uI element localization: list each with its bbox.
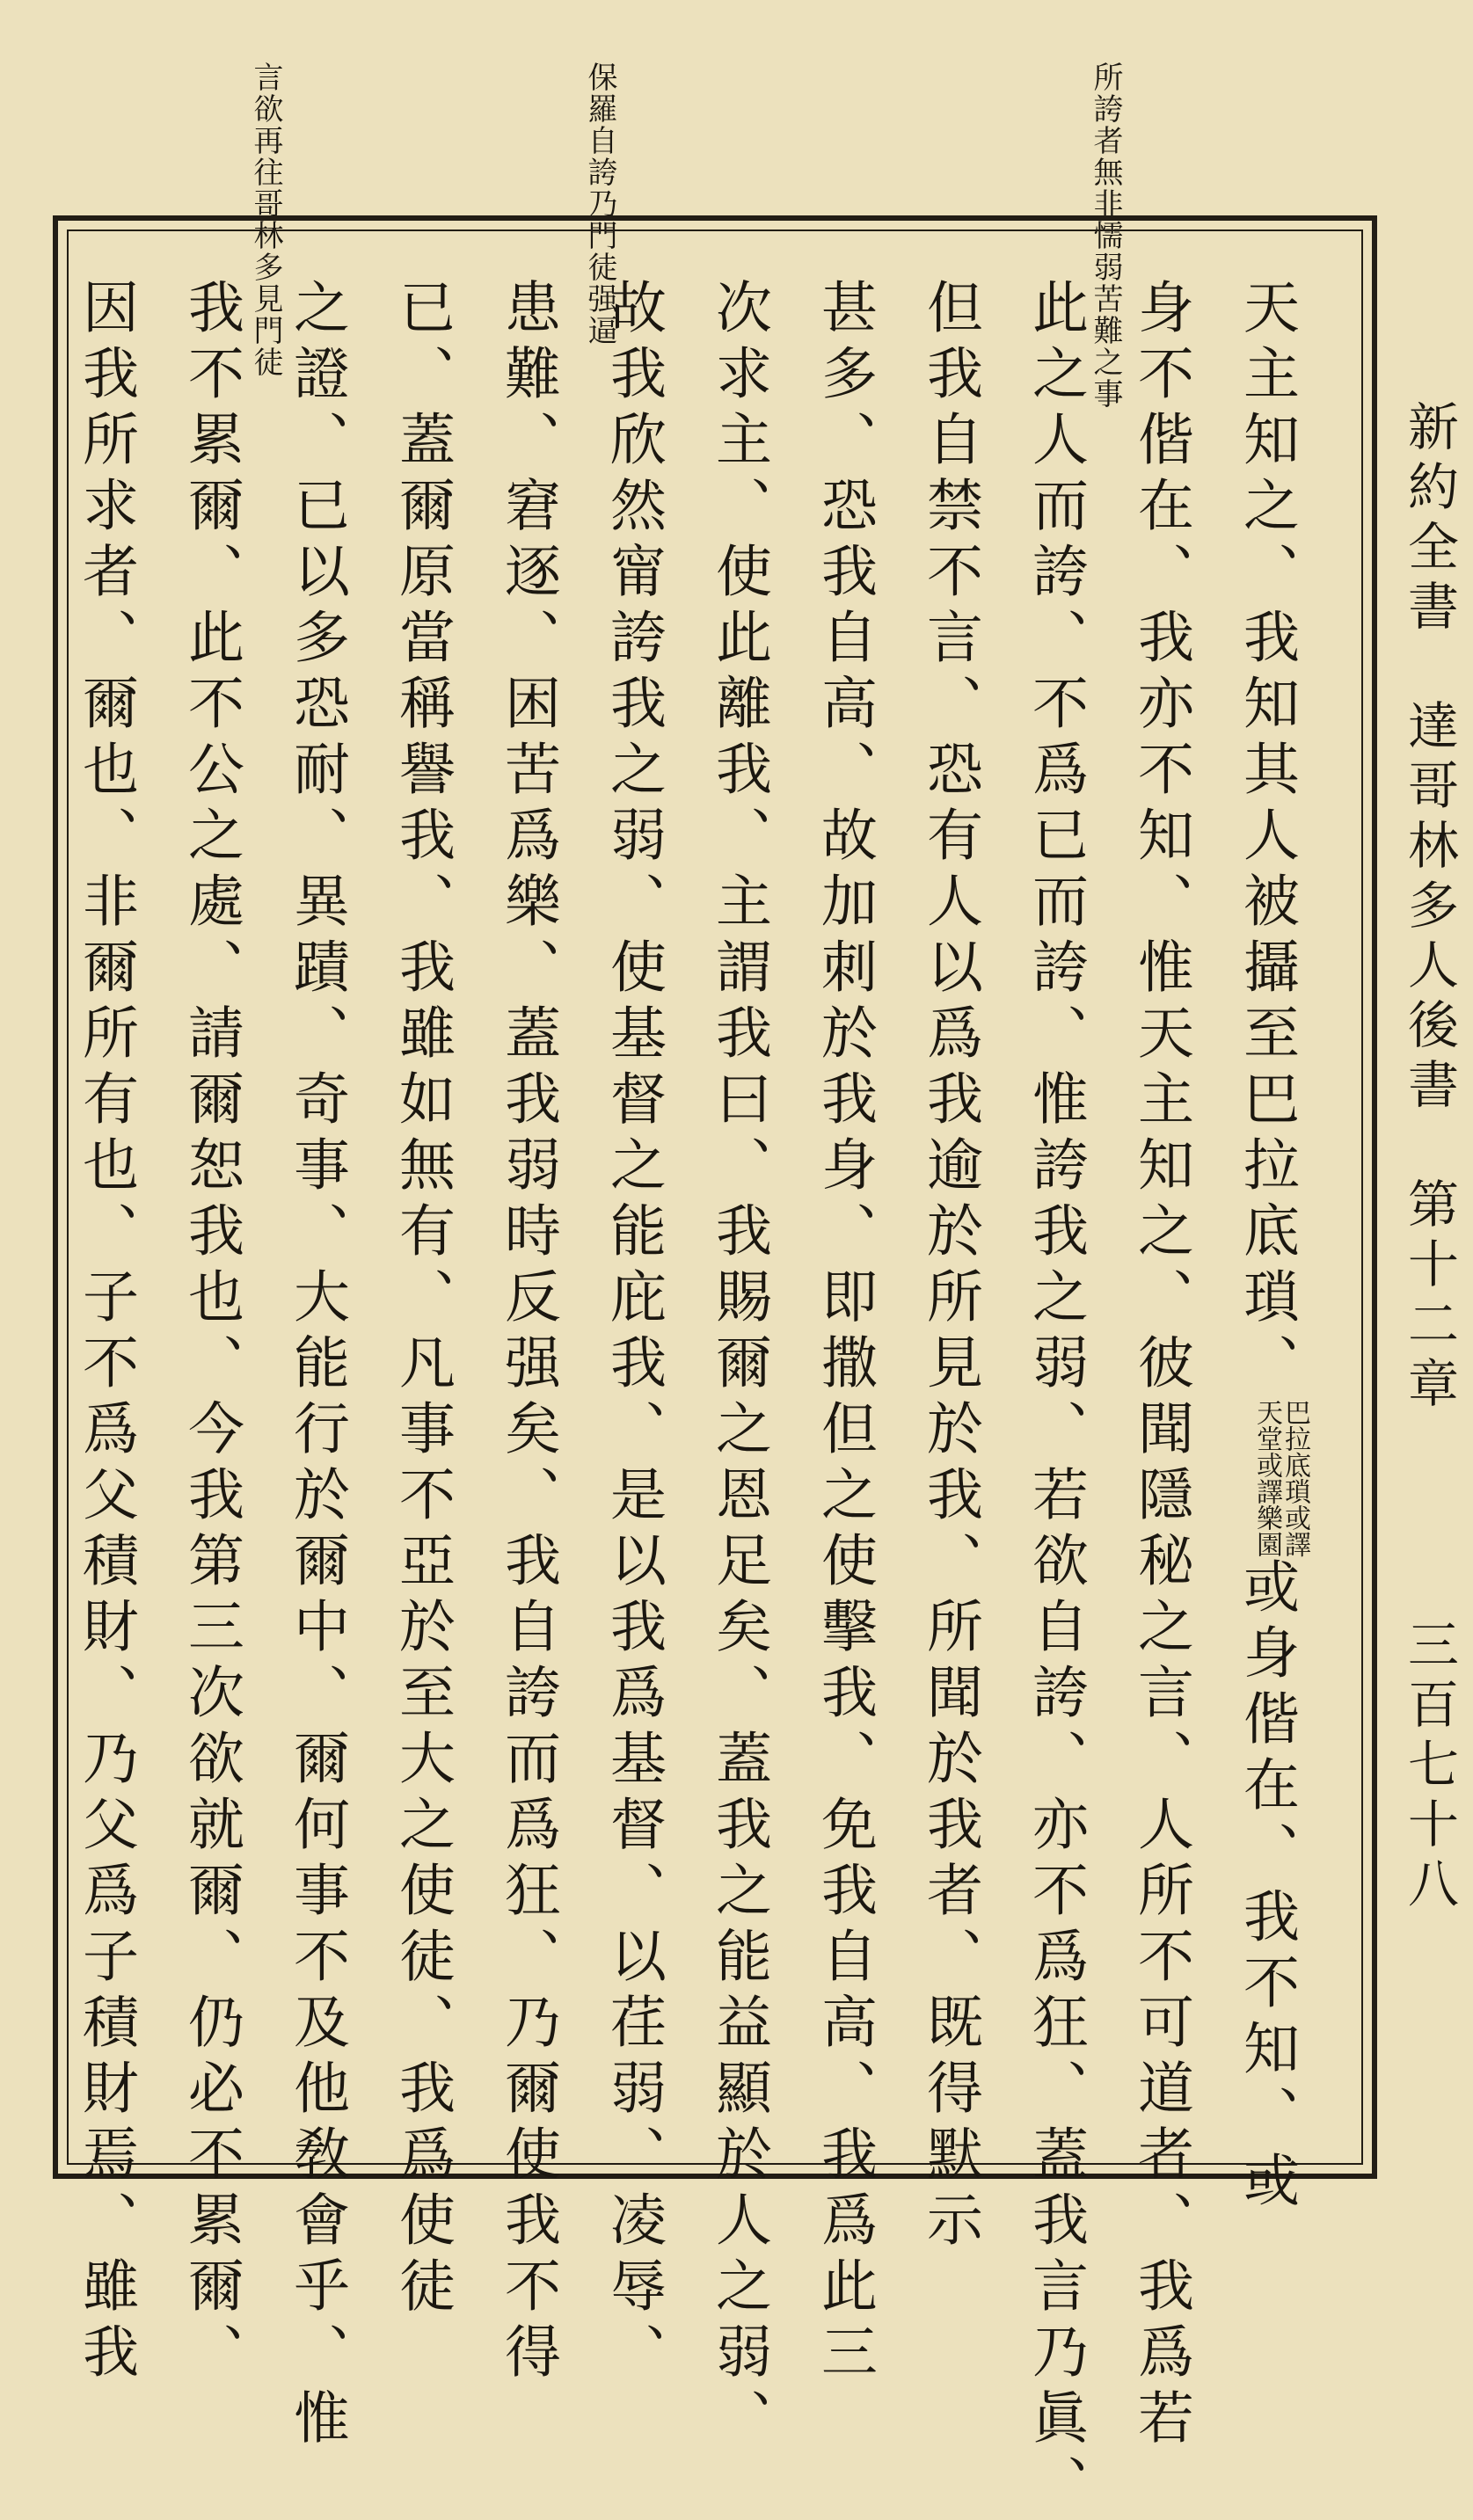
gloss-line-1: 巴拉底瑣或譯 xyxy=(1280,1399,1310,1557)
text-column-5: 甚多、恐我自高、故加刺於我身、即撒但之使擊我、免我自高、我爲此三 xyxy=(812,278,877,2388)
text-column-9: 已、蓋爾原當稱譽我、我雖如無有、凡事不亞於至大之使徒、我爲使徒 xyxy=(390,278,455,2322)
text-frame xyxy=(53,215,1377,2520)
text-column-1-after: 或身偕在、我不知、或 xyxy=(1234,1557,1299,2217)
margin-note-2: 保羅自誇乃門徒强逼 xyxy=(582,62,617,346)
text-column-3: 此之人而誇、不爲已而誇、惟誇我之弱、若欲自誇、亦不爲狂、蓋我言乃眞、 xyxy=(1023,278,1088,2520)
text-column-6: 次求主、使此離我、主謂我曰、我賜爾之恩足矣、蓋我之能益顯於人之弱、 xyxy=(706,278,771,2454)
text-column-2: 身不偕在、我亦不知、惟天主知之、彼聞隱秘之言、人所不可道者、我爲若 xyxy=(1128,278,1193,2454)
body-text xyxy=(53,278,1319,2520)
text-column-1-main: 天主知之、我知其人被攝至巴拉底瑣、 xyxy=(1234,278,1299,1399)
margin-note-3: 言欲再往哥林多見門徒 xyxy=(248,62,283,378)
text-column-7: 故我欣然甯誇我之弱、使基督之能庇我、是以我爲基督、以荏弱、凌辱、 xyxy=(601,278,666,2388)
text-column-4: 但我自禁不言、恐有人以爲我逾於所見於我、所聞於我者、既得默示 xyxy=(917,278,982,2256)
text-column-11: 我不累爾、此不公之處、請爾恕我也、今我第三次欲就爾、仍必不累爾、 xyxy=(179,278,244,2388)
page-number: 三百七十八 xyxy=(1399,1618,1459,1917)
margin-note-1: 所誇者無非懦弱苦難之事 xyxy=(1088,62,1123,410)
running-head: 新約全書 達哥林多人後書 第十二章 xyxy=(1399,400,1459,1417)
gloss-line-2: 天堂或譯樂園 xyxy=(1251,1399,1282,1557)
text-column-12: 因我所求者、爾也、非爾所有也、子不爲父積財、乃父爲子積財焉、雖我 xyxy=(73,278,138,2388)
gloss-note xyxy=(1252,1399,1309,1557)
text-column-1 xyxy=(1214,278,1319,2217)
text-column-8: 患難、窘逐、困苦爲樂、蓋我弱時反强矣、我自誇而爲狂、乃爾使我不得 xyxy=(495,278,560,2388)
text-column-10: 之證、已以多恐耐、異蹟、奇事、大能行於爾中、爾何事不及他敎會乎、惟 xyxy=(284,278,349,2454)
